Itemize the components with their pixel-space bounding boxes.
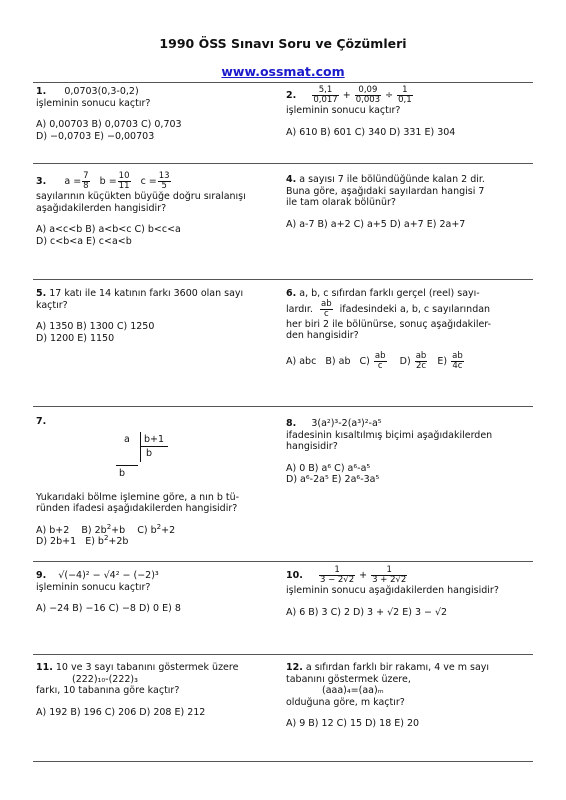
- options-line-1: A) 1350 B) 1300 C) 1250: [36, 321, 155, 332]
- question-text: hangisidir?: [286, 441, 338, 452]
- division-figure: a b+1 b b: [36, 428, 276, 478]
- options-line-2: D) c<b<a E) c<a<b: [36, 235, 132, 247]
- options-line-1: A) a<c<b B) a<b<c C) b<c<a: [36, 224, 181, 235]
- fraction: $\frac{0,09}{0,003}$: [355, 85, 381, 105]
- question-text: işleminin sonucu aşağıdakilerden hangisidir?: [286, 585, 499, 596]
- question-text: Buna göre, aşağıdaki sayılardan hangisi 7: [286, 185, 485, 197]
- question-number: 5.: [36, 288, 47, 299]
- question-11: 11. 10 ve 3 sayı tabanını göstermek üzere (222)₁₀-(222)₃ farkı, 10 tabanına göre kaçtır? A) 192 B) 196 C) 206 D) 208 E) 212: [36, 662, 276, 718]
- options: A) 6 B) 3 C) 2 D) 3 + √2 E) 3 − √2: [286, 606, 448, 618]
- options: A) a-7 B) a+2 C) a+5 D) a+7 E) 2a+7: [286, 218, 466, 230]
- question-text: ile tam olarak bölünür?: [286, 197, 396, 208]
- question-3: 3. a = $\frac{7}{8}$ b = $\frac{10}{11}$ c = $\frac{13}{5}$ sayılarının küçükten büyüğe doğru sıralanışı aşağıdakilerden hangisidir? A) a<c<b B) a<b<c C) b<c<a D) c<b<a E) c<a<b: [36, 172, 276, 247]
- expression: (aaa)₄=(aa)ₘ: [322, 685, 384, 696]
- expression: √(−4)² − √4² − (−2)³: [58, 570, 159, 581]
- options-line-2: D) a⁶-2a⁵ E) 2a⁶-3a⁵: [286, 474, 380, 485]
- question-number: 3.: [36, 176, 47, 187]
- question-text: farkı, 10 tabanına göre kaçtır?: [36, 685, 180, 696]
- divider: [33, 561, 533, 562]
- question-number: 4.: [286, 174, 297, 185]
- question-6: 6. a, b, c sıfırdan farklı gerçel (reel) sayı- lardır. $\frac{ab}{c}$ ifadesindeki a, b, c sayılarından her biri 2 ile bölünürse, sonuç aşağıdakiler- den hangisidir? A) abc B) ab C) $\frac{ab}{c}$ D) $\frac{ab}{2c}$ E) $\frac{ab}{4c}$: [286, 288, 531, 371]
- fraction: $\frac{1}{3 + 2√2}$: [372, 565, 407, 585]
- options-line-2: D) 2b+1 E) $b^2+2b$: [36, 533, 129, 547]
- fraction: $\frac{5,1}{0,017}$: [313, 85, 338, 105]
- question-number: 2.: [286, 90, 297, 101]
- question-text: ifadesinin kısaltılmış biçimi aşağıdakilerden: [286, 429, 493, 441]
- question-text: Yukarıdaki bölme işlemine göre, a nın b tü-: [36, 491, 240, 503]
- question-4: 4. a sayısı 7 ile bölündüğünde kalan 2 dir. Buna göre, aşağıdaki sayılardan hangisi 7 ile tam olarak bölünür? A) a-7 B) a+2 C) a+5 D) a+7 E) 2a+7: [286, 174, 531, 230]
- options: A) 192 B) 196 C) 206 D) 208 E) 212: [36, 706, 206, 718]
- question-2: 2. $\frac{5,1}{0,017}$ + $\frac{0,09}{0,003}$ ÷ $\frac{1}{0,1}$ işleminin sonucu kaçtır? A) 610 B) 601 C) 340 D) 331 E) 304: [286, 86, 531, 138]
- question-text: olduğuna göre, m kaçtır?: [286, 696, 405, 708]
- page-title: 1990 ÖSS Sınavı Soru ve Çözümleri: [159, 36, 407, 51]
- options-line-1: A) 0 B) a⁶ C) a⁶-a⁵: [286, 462, 371, 474]
- question-number: 9.: [36, 570, 47, 581]
- divider: [33, 279, 533, 280]
- question-12: 12. a sıfırdan farklı bir rakamı, 4 ve m sayı tabanını göstermek üzere, (aaa)₄=(aa)ₘ olduğuna göre, m kaçtır? A) 9 B) 12 C) 15 D) 18 E) 20: [286, 662, 531, 730]
- options-line-2: D) 1200 E) 1150: [36, 332, 115, 344]
- site-link[interactable]: www.ossmat.com: [221, 64, 345, 79]
- question-number: 8.: [286, 418, 297, 429]
- question-number: 11.: [36, 662, 53, 673]
- question-1: [36, 86, 276, 142]
- question-text: işleminin sonucu kaçtır?: [286, 105, 401, 116]
- options-line-1: A) 0,00703 B) 0,0703 C) 0,703: [36, 119, 182, 130]
- divider: [33, 82, 533, 83]
- fraction: $\frac{ab}{c}$: [320, 298, 332, 319]
- options: A) −24 B) −16 C) −8 D) 0 E) 8: [36, 603, 181, 614]
- question-5: 5. 17 katı ile 14 katının farkı 3600 olan sayı kaçtır? A) 1350 B) 1300 C) 1250 D) 1200 E) 1150: [36, 288, 276, 344]
- divider: [33, 761, 533, 762]
- question-10: 10. $\frac{1}{3 - 2√2}$ + $\frac{1}{3 + 2√2}$ işleminin sonucu aşağıdakilerden hangisidir? A) 6 B) 3 C) 2 D) 3 + √2 E) 3 − √2: [286, 566, 531, 618]
- divider: [33, 654, 533, 655]
- question-text: kaçtır?: [36, 299, 68, 311]
- question-9: [36, 570, 276, 615]
- fraction: $\frac{1}{0,1}$: [398, 85, 412, 105]
- question-number: 12.: [286, 662, 303, 673]
- expression: 3(a²)³-2(a³)²-a⁵: [311, 418, 382, 429]
- question-7: [36, 416, 276, 548]
- question-text: sayılarının küçükten büyüğe doğru sıralanışı: [36, 191, 246, 202]
- options: A) 610 B) 601 C) 340 D) 331 E) 304: [286, 126, 456, 138]
- fraction: $\frac{1}{3 - 2√2}$: [319, 565, 355, 585]
- question-text: işleminin sonucu kaçtır?: [36, 581, 151, 593]
- question-text: işleminin sonucu kaçtır?: [36, 97, 151, 109]
- question-8: [286, 418, 531, 486]
- expression: 0,0703(0,3-0,2): [64, 86, 139, 97]
- question-text: aşağıdakilerden hangisidir?: [36, 202, 167, 214]
- question-text: ründen ifadesi aşağıdakilerden hangisidir?: [36, 503, 238, 514]
- question-text: den hangisidir?: [286, 330, 359, 341]
- question-number: 10.: [286, 570, 303, 581]
- question-number: 1.: [36, 86, 47, 97]
- options-line-2: D) −0,0703 E) −0,00703: [36, 130, 155, 142]
- divider: [33, 163, 533, 164]
- expression: (222)₁₀-(222)₃: [72, 673, 138, 685]
- options-line-1: A) b+2 B) $2b^2+b$ C) $b^2+2$: [36, 522, 176, 536]
- question-number: 7.: [36, 416, 47, 427]
- options: A) 9 B) 12 C) 15 D) 18 E) 20: [286, 718, 420, 729]
- question-number: 6.: [286, 288, 297, 299]
- question-text: tabanını göstermek üzere,: [286, 673, 411, 685]
- question-text: her biri 2 ile bölünürse, sonuç aşağıdakiler-: [286, 318, 492, 330]
- options: A) abc B) ab C) $\frac{ab}{c}$ D) $\frac{ab}{2c}$ E) $\frac{ab}{4c}$: [286, 350, 463, 371]
- divider: [33, 406, 533, 407]
